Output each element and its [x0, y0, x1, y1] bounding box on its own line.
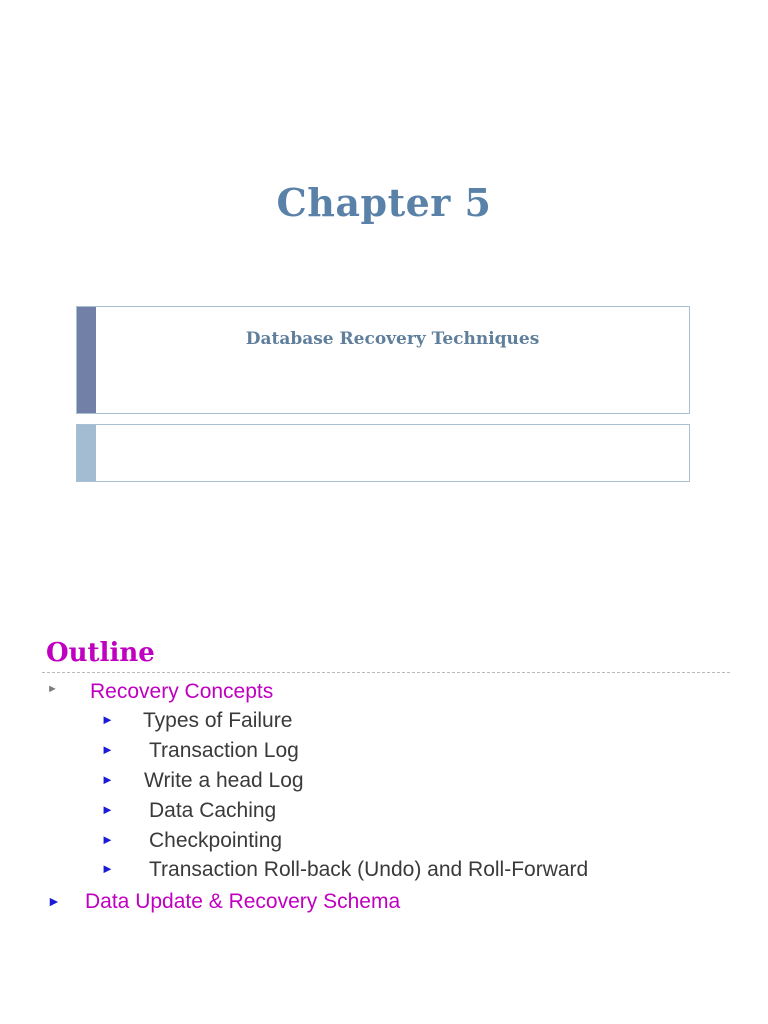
outline-item-transaction-log: Transaction Log — [149, 739, 299, 762]
triangle-right-icon: ► — [47, 893, 61, 909]
empty-box-accent-bar — [77, 425, 96, 481]
outline-item-data-update-recovery-schema: Data Update & Recovery Schema — [85, 890, 401, 913]
triangle-right-icon: ► — [101, 832, 114, 847]
triangle-right-icon: ► — [101, 742, 114, 757]
outline-item-checkpointing: Checkpointing — [149, 829, 283, 852]
outline-divider — [42, 672, 730, 673]
triangle-right-icon: ► — [101, 712, 114, 727]
chapter-title: Chapter 5 — [276, 180, 492, 225]
outline-item-write-ahead-log: Write a head Log — [144, 769, 304, 792]
triangle-right-icon: ► — [101, 861, 114, 876]
subtitle-accent-bar — [77, 307, 96, 413]
subtitle-text: Database Recovery Techniques — [245, 329, 540, 349]
outline-item-types-of-failure: Types of Failure — [143, 709, 293, 732]
outline-item-data-caching: Data Caching — [149, 799, 277, 822]
outline-title: Outline — [46, 638, 155, 668]
outline-item-recovery-concepts: Recovery Concepts — [90, 680, 274, 703]
triangle-right-icon: ► — [101, 802, 114, 817]
triangle-right-icon: ► — [101, 772, 114, 787]
outline-item-rollback-rollforward: Transaction Roll-back (Undo) and Roll-Forward — [149, 858, 589, 881]
subtitle-box — [76, 306, 690, 414]
empty-box — [76, 424, 690, 482]
triangle-right-icon: ► — [47, 683, 58, 695]
